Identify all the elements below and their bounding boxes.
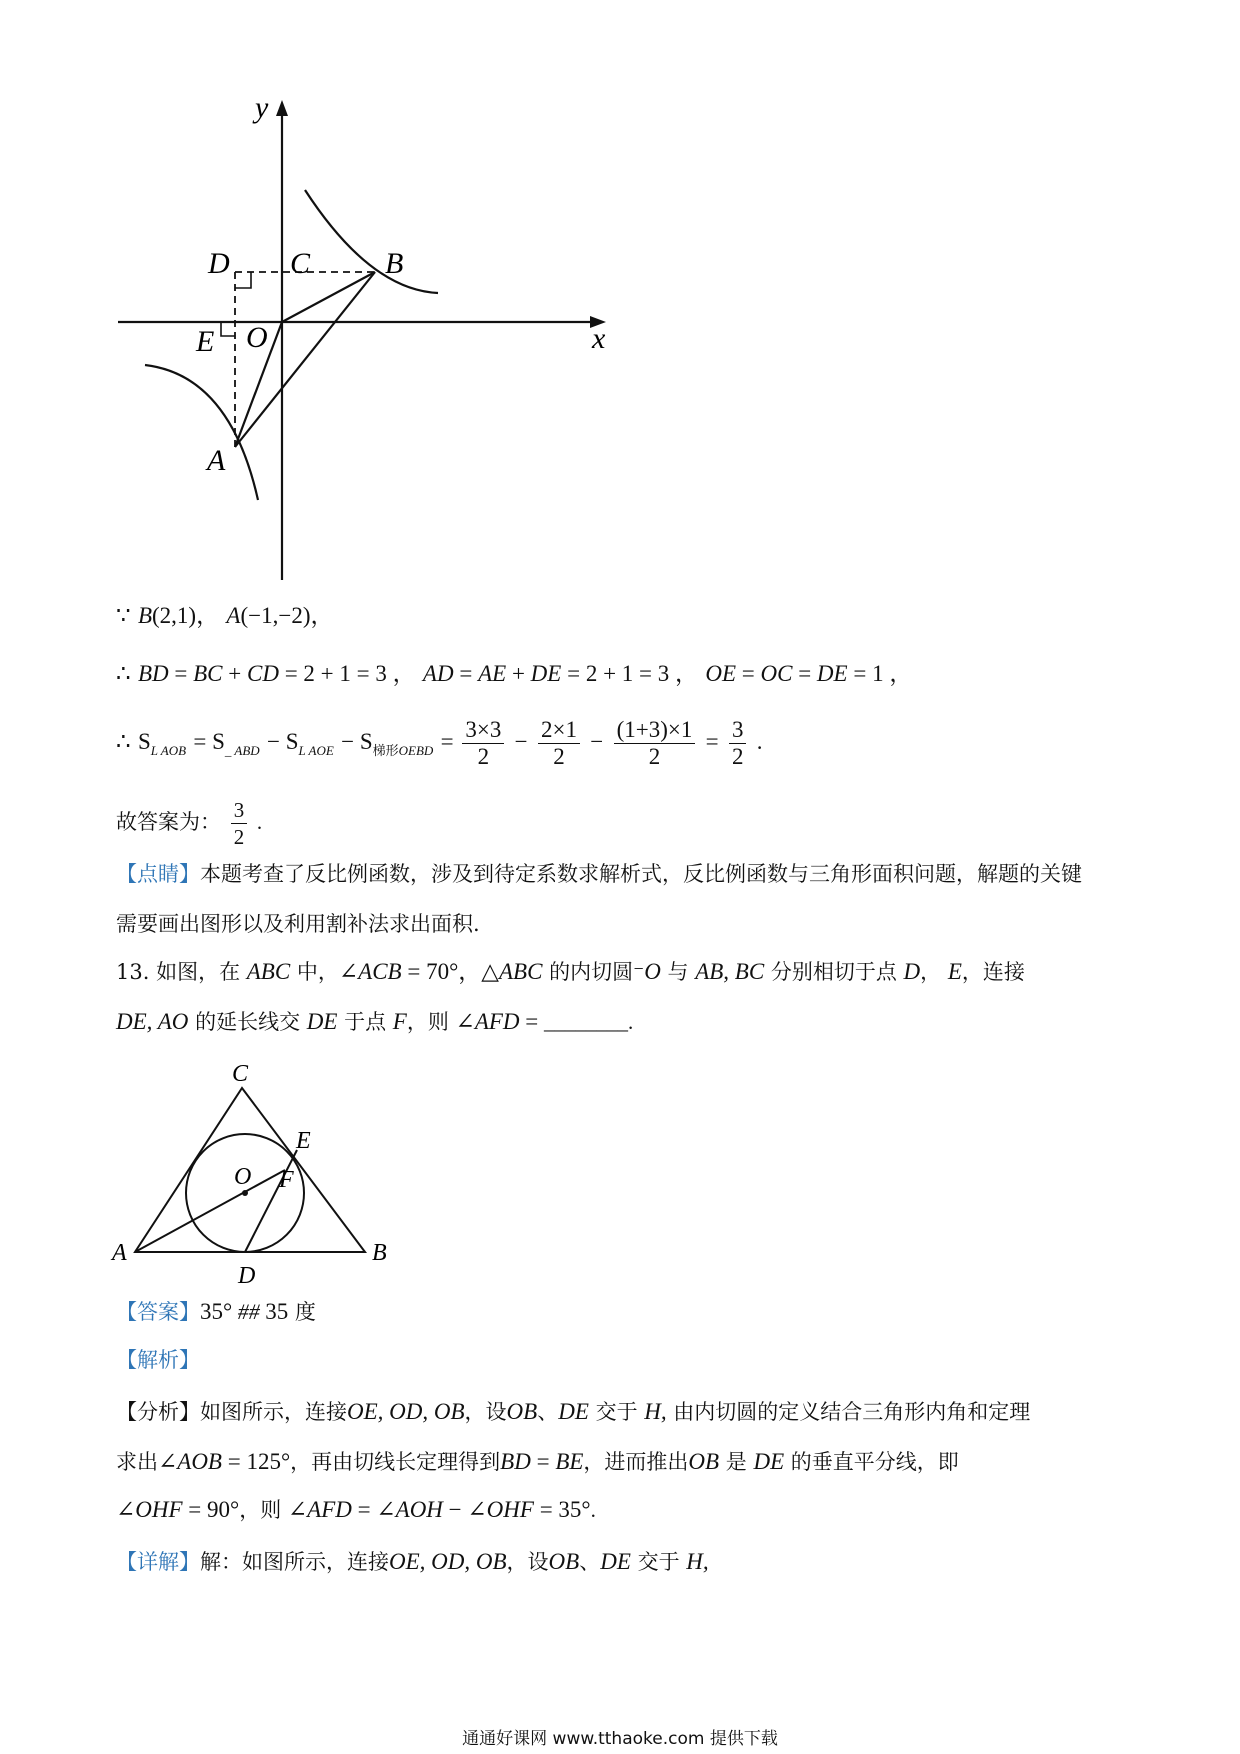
line-remark-cont: 需要画出图形以及利用割补法求出面积. [116,912,480,936]
fraction-2: $\frac{2\times 1}{2}$ [538,717,580,770]
line-remark: 【点睛】本题考查了反比例函数，涉及到待定系数求解析式，反比例函数与三角形面积问题，解题的关键 [116,862,1082,886]
label-C2: C [232,1061,249,1087]
label-C: C [290,247,311,280]
footer-watermark: 通通好课网 www.tthaoke.com 提供下载 [462,1729,778,1749]
label-O: O [246,321,268,354]
analysis-subtag: 【分析】 [116,1400,200,1424]
fraction-1: $\frac{3\times 3}{2}$ [462,717,504,770]
label-F2: F [279,1167,294,1193]
segment-DE [245,1150,297,1252]
analysis-line-2: 求出∠AOB = 125°，再由切线长定理得到BD = BE，进而推出OB 是 DE 的垂直平分线，即 [116,1449,959,1474]
question-13-line-1: 13. 如图，在 ABC 中，∠ACB = 70°，△ABC 的内切圆⁻O 与 AB, BC 分别相切于点 D， E，连接 [116,959,1025,984]
analysis-tag-line [116,1346,200,1374]
figure-triangle-incircle [110,1060,400,1290]
y-axis-arrow [276,100,288,116]
label-E: E [196,325,215,358]
right-angle-E [221,322,235,336]
line-area-formula: ∴ $S_{L AOB} = S_{\_ ABD} - S_{L AOE} - S_{梯形OEBD}$ = $\frac{3\times 3}{2}$ − $\frac{2\times 1}{2}$ − $\frac{(1+3)\times 1}{2}$ = $\frac{3}{2}$ . [116,716,763,769]
label-O2: O [234,1164,252,1190]
fraction-3: $\frac{(1+3)\times 1}{2}$ [614,717,696,770]
fraction-4: $\frac{3}{2}$ [729,717,747,770]
detail-tag: 【详解】 [116,1550,200,1574]
label-B2: B [372,1240,387,1266]
label-D: D [208,247,230,280]
line-given-points: ∵ B(2,1)， A(−1,−2)， [116,603,334,629]
figure-coordinate-plane [100,85,606,595]
remark-tag: 【点睛】 [116,862,200,886]
question-13-line-2: DE, AO 的延长线交 DE 于点 F，则 ∠AFD = ________. [116,1009,634,1034]
label-D2: D [238,1263,256,1289]
analysis-tag: 【解析】 [116,1348,200,1372]
label-x: x [592,322,606,355]
answer-line: 【答案】35° ## 35 度 [116,1299,316,1324]
answer-tag: 【答案】 [116,1300,200,1324]
label-E2: E [296,1128,311,1154]
label-y: y [255,91,269,124]
label-A: A [207,444,226,477]
right-angle-D [235,272,251,288]
label-B: B [385,247,404,280]
analysis-line-3: ∠OHF = 90°，则 ∠AFD = ∠AOH − ∠OHF = 35°. [116,1497,596,1522]
label-A2: A [112,1240,127,1266]
center-point-O [242,1190,248,1196]
fraction-answer: $\frac{3}{2}$ [231,797,248,850]
detail-line: 【详解】解：如图所示，连接OE, OD, OB，设OB、DE 交于 H, [116,1549,709,1574]
answer-blank: ________ [544,1010,629,1034]
segment-AB [235,272,375,447]
line-final-answer: 故答案为： $\frac{3}{2}$ . [116,798,263,849]
analysis-line-1: 【分析】如图所示，连接OE, OD, OB，设OB、DE 交于 H, 由内切圆的定义结合三角形内角和定理 [116,1399,1031,1424]
line-lengths: ∴ BD = BC + CD = 2 + 1 = 3 ， AD = AE + DE = 2 + 1 = 3 ， OE = OC = DE = 1 ， [116,661,913,687]
